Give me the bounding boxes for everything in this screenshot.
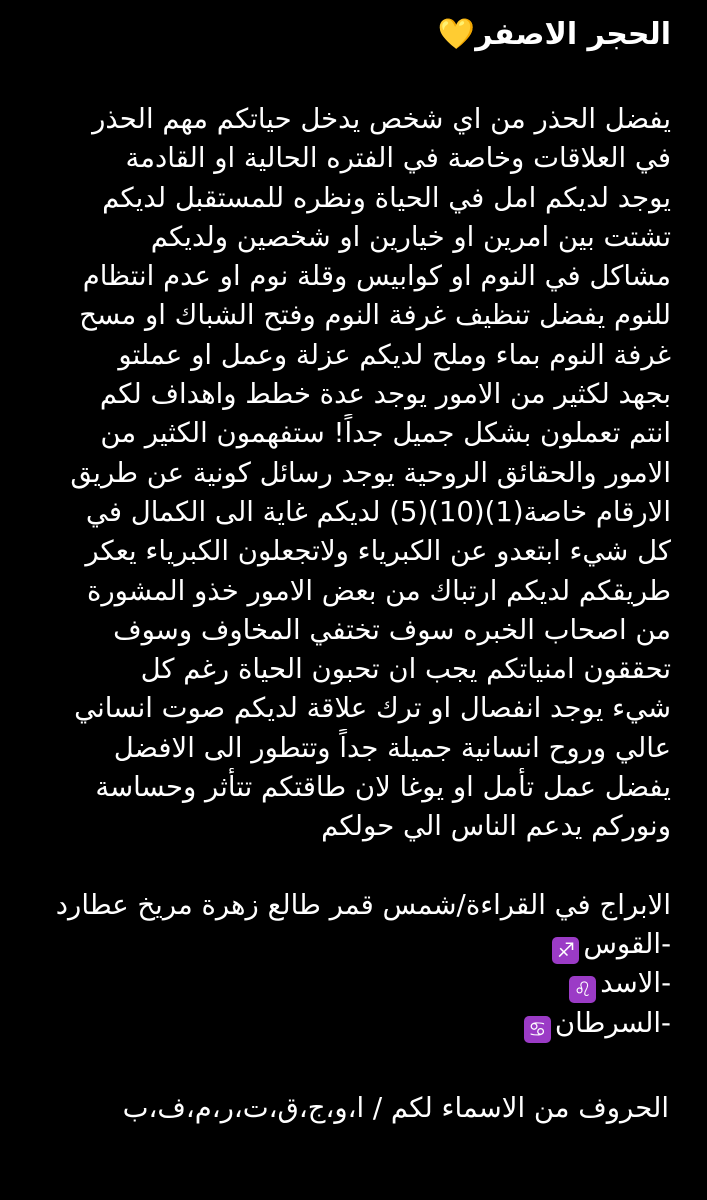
- body-line: تحققون امنياتكم يجب ان تحبون الحياة رغم كل: [140, 653, 671, 686]
- body-line: شيء يوجد انفصال او ترك علاقة لديكم صوت انساني: [74, 692, 671, 725]
- note-body: [20, 100, 671, 847]
- name-letters: الحروف من الاسماء لكم / ا،و،ج،ق،ت،ر،م،ف،ب: [122, 1092, 669, 1125]
- body-line: الارقام خاصة(1)(10)(5) لديكم غاية الى الكمال في: [85, 495, 671, 528]
- zodiac-item-cancer: [20, 1004, 671, 1044]
- zodiac-label: -الاسد: [600, 967, 671, 1000]
- body-line: يفضل الحذر من اي شخص يدخل حياتكم مهم الحذر: [92, 103, 671, 135]
- body-line: عالي وروح انسانية جميلة جداً وتتطور الى الافضل: [113, 731, 671, 764]
- body-line: بجهد لكثير من الامور يوجد عدة خطط واهداف لكم: [99, 378, 671, 411]
- zodiac-label: -السرطان: [554, 1006, 671, 1039]
- body-line: للنوم يفضل تنظيف غرفة النوم وفتح الشباك او مسح: [79, 299, 671, 332]
- leo-icon: ♌: [569, 976, 596, 1003]
- body-line: طريقكم لديكم ارتباك من بعض الامور خذو المشورة: [86, 574, 671, 607]
- body-line: مشاكل في النوم او كوابيس وقلة نوم او عدم انتظام: [82, 260, 671, 293]
- cancer-icon: ♋: [524, 1016, 551, 1043]
- body-line: من اصحاب الخبره سوف تختفي المخاوف وسوف: [113, 613, 671, 646]
- note-title: الحجر الاصفر: [475, 17, 671, 52]
- sagittarius-icon: ♐: [552, 937, 579, 964]
- body-line: يوجد لديكم امل في الحياة ونظره للمستقبل لديكم: [102, 181, 671, 214]
- body-line: غرفة النوم بماء وملح لديكم عزلة وعمل او عملتو: [118, 338, 671, 371]
- yellow-heart-icon: 💛: [437, 17, 476, 52]
- zodiac-label: -القوس: [583, 927, 671, 960]
- zodiac-item-leo: [20, 964, 671, 1004]
- body-line: كل شيء ابتعدو عن الكبرياء ولاتجعلون الكبرياء يعكر: [85, 535, 671, 568]
- note-title-row: [20, 14, 671, 56]
- zodiac-item-sagittarius: [20, 925, 671, 965]
- zodiac-header: الابراج في القراءة/شمس قمر طالع زهرة مريخ عطارد: [55, 888, 671, 921]
- body-line: ونوركم يدعم الناس الي حولكم: [321, 810, 671, 843]
- zodiac-section: [20, 886, 671, 1044]
- body-line: في العلاقات وخاصة في الفتره الحالية او القادمة: [125, 142, 671, 175]
- body-line: تشتت بين امرين او خيارين او شخصين ولديكم: [150, 220, 671, 253]
- body-line: الامور والحقائق الروحية يوجد رسائل كونية عن طريق: [70, 456, 671, 489]
- body-line: انتم تعملون بشكل جميل جداً! ستفهمون الكثير من: [100, 417, 671, 450]
- body-line: يفضل عمل تأمل او يوغا لان طاقتكم تتأثر وحساسة: [95, 771, 671, 804]
